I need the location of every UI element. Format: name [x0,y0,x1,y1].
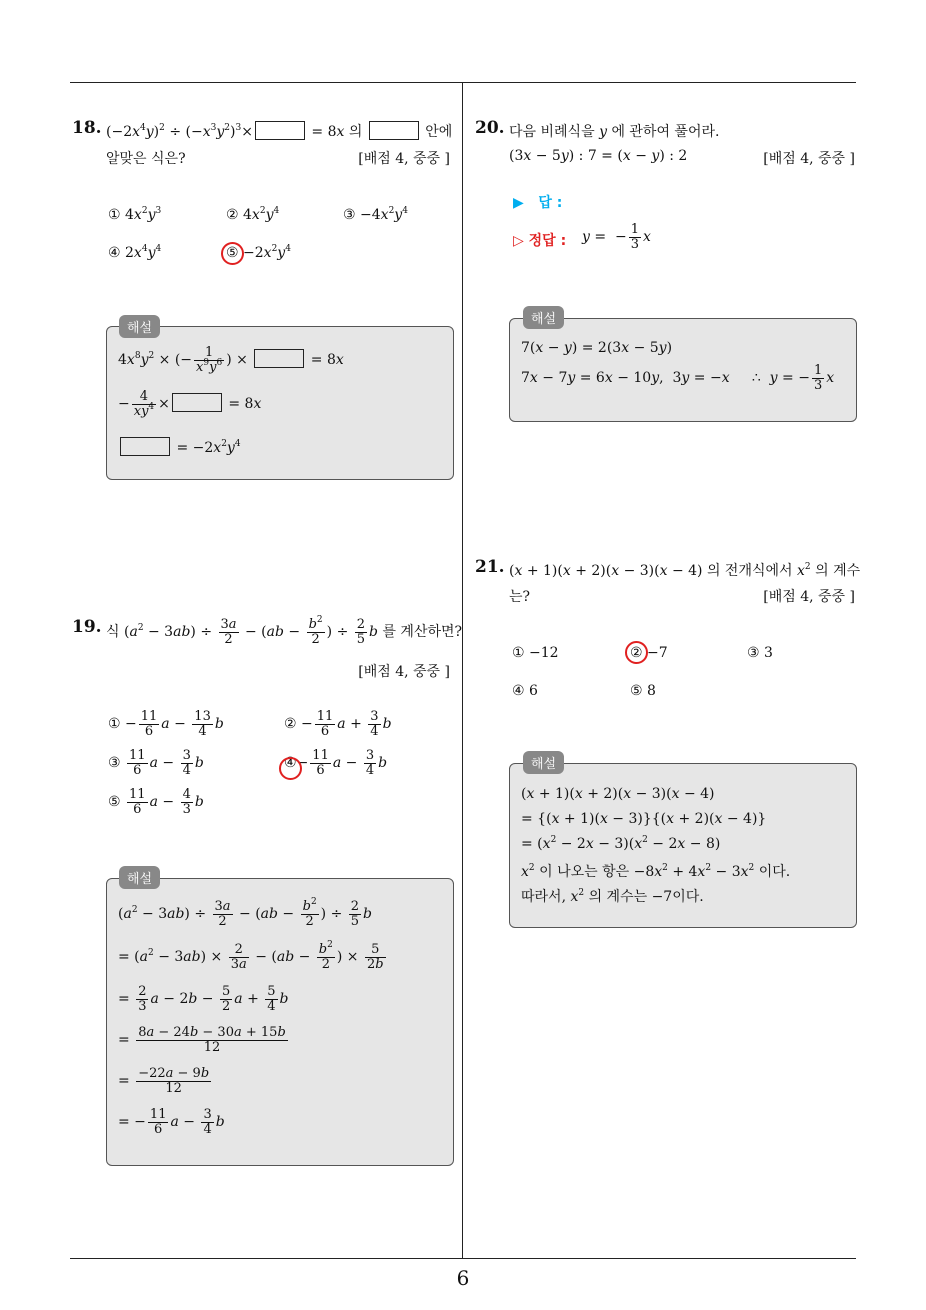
q21-solution-line-4: $x^2$ 이 나오는 항은 $-8x^2 + 4x^2 - 3x^2$ 이다. [521,863,791,880]
q19-solution-line-2: = $(a^2 - 3ab)$ × $\frac{2}{3a}$ − (ab − $\frac{b^2}{2}$ ) × $\frac{5}{2b}$ [118,940,384,972]
q21-choice-3[interactable]: ③ 3 [747,645,773,661]
q20-solution-tag: 해설 [523,306,564,329]
triangle-outline-icon: ▷ [513,233,524,249]
blank-box [172,393,222,412]
correct-answer-mark [221,242,244,265]
q19-choice-1[interactable]: ① − $\frac{11}{6}$ a − $\frac{13}{4}$ b [108,709,224,739]
q19-meta: [배점 4, 중중 ] [358,664,450,680]
play-arrow-icon: ▶ [513,195,524,211]
q19-choice-5[interactable]: ⑤ $\frac{11}{6}$ a − $\frac{4}{3}$ b [108,787,204,817]
q21-solution-line-3: = $(x^2 - 2x - 3)(x^2 - 2x - 8)$ [521,835,721,852]
q18-solution-line-3: = $-2x^2y^4$ [118,437,241,456]
q19-solution-tag: 해설 [119,866,160,889]
blank-box [254,349,304,368]
correct-answer-mark [279,757,302,780]
q20-solution-line-2: 7x − 7y = 6x − 10y, 3y = −x ∴ y = − $\frac{1}{3}$ x [521,363,835,393]
q20-correct-answer: y = − $\frac{1}{3}$ x [582,222,651,252]
q21-solution-line-1: (x + 1)(x + 2)(x − 3)(x − 4) [521,786,715,802]
q18-choice-3[interactable]: ③ $-4x^2y^4$ [343,206,408,223]
q19-solution-line-1: $(a^2 - 3ab)$ ÷ $\frac{3a}{2}$ − (ab − $\frac{b^2}{2}$ ) ÷ $\frac{2}{5}$ b [118,897,373,929]
q18-solution-line-1: $4x^8y^2$ × (− $\frac{1}{x^9y^6}$ ) × = 8x [118,345,344,375]
q20-meta: [배점 4, 중중 ] [763,151,855,167]
correct-answer-mark [625,641,648,664]
q21-choice-2[interactable]: ② −7 [630,645,668,661]
q18-solution-line-2: − $\frac{4}{xy^4}$ × = 8x [118,389,262,419]
q20-question: 다음 비례식을 y 에 관하여 풀어라. [509,124,720,140]
q21-question-line2: 는? [509,589,531,605]
q21-choice-1[interactable]: ① −12 [512,645,559,661]
answer-row: ▶ 답 : [513,195,563,211]
q19-choice-4[interactable]: ④− $\frac{11}{6}$ a − $\frac{3}{4}$ b [284,748,388,778]
q18-choice-2[interactable]: ② $4x^2y^4$ [226,206,280,223]
column-divider [462,83,463,1258]
q21-choice-4[interactable]: ④ 6 [512,683,538,699]
bottom-rule [70,1258,856,1259]
q19-question: 식 $(a^2 - 3ab)$ ÷ $\frac{3a}{2}$ − (ab − $\frac{b^2}{2}$ ) ÷ $\frac{2}{5}$ b 를 계산하면? [106,615,463,647]
q20-proportion: (3x − 5y) : 7 = (x − y) : 2 [509,148,688,164]
q18-choice-5[interactable]: ⑤ $-2x^2y^4$ [226,244,291,261]
q19-solution-line-5: = $\frac{-22a - 9b}{12}$ [118,1066,210,1096]
q19-choice-2[interactable]: ② − $\frac{11}{6}$ a + $\frac{3}{4}$ b [284,709,392,739]
q21-solution-line-5: 따라서, $x^2$ 의 계수는 −7이다. [521,888,704,905]
blank-box [369,121,419,140]
q19-number: 19. [72,617,102,637]
q19-choice-3[interactable]: ③ $\frac{11}{6}$ a − $\frac{3}{4}$ b [108,748,204,778]
blank-box [120,437,170,456]
q21-meta: [배점 4, 중중 ] [763,589,855,605]
q18-number: 18. [72,118,102,138]
q21-choice-5[interactable]: ⑤ 8 [630,683,656,699]
correct-answer-row: ▷ 정답 : [513,233,567,249]
q18-question-line2: 알맞은 식은? [106,151,186,167]
q18-choice-4[interactable]: ④ $2x^4y^4$ [108,244,162,261]
q19-solution-line-6: = − $\frac{11}{6}$ a − $\frac{3}{4}$ b [118,1107,225,1137]
q18-question: $(-2x^4y)^2 \div (-x^3y^2)^3\times = 8x$ 의 안에 [106,123,453,140]
top-rule [70,82,856,83]
q18-solution-tag: 해설 [119,315,160,338]
q21-question: (x + 1)(x + 2)(x − 3)(x − 4) 의 전개식에서 $x^2$ 의 계수 [509,562,861,579]
q19-solution-line-4: = $\frac{8a - 24b - 30a + 15b}{12}$ [118,1025,286,1055]
q18-meta: [배점 4, 중중 ] [358,151,450,167]
q19-solution-line-3: = $\frac{2}{3}$ a − 2b − $\frac{5}{2}$ a + $\frac{5}{4}$ b [118,984,289,1014]
q21-number: 21. [475,557,505,577]
q21-solution-tag: 해설 [523,751,564,774]
q21-solution-line-2: = {(x + 1)(x − 3)}{(x + 2)(x − 4)} [521,811,767,827]
page-number: 6 [456,1266,470,1290]
q18-choice-1[interactable]: ① $4x^2y^3$ [108,206,162,223]
q20-number: 20. [475,118,505,138]
q20-solution-line-1: 7(x − y) = 2(3x − 5y) [521,340,673,356]
blank-box [255,121,305,140]
